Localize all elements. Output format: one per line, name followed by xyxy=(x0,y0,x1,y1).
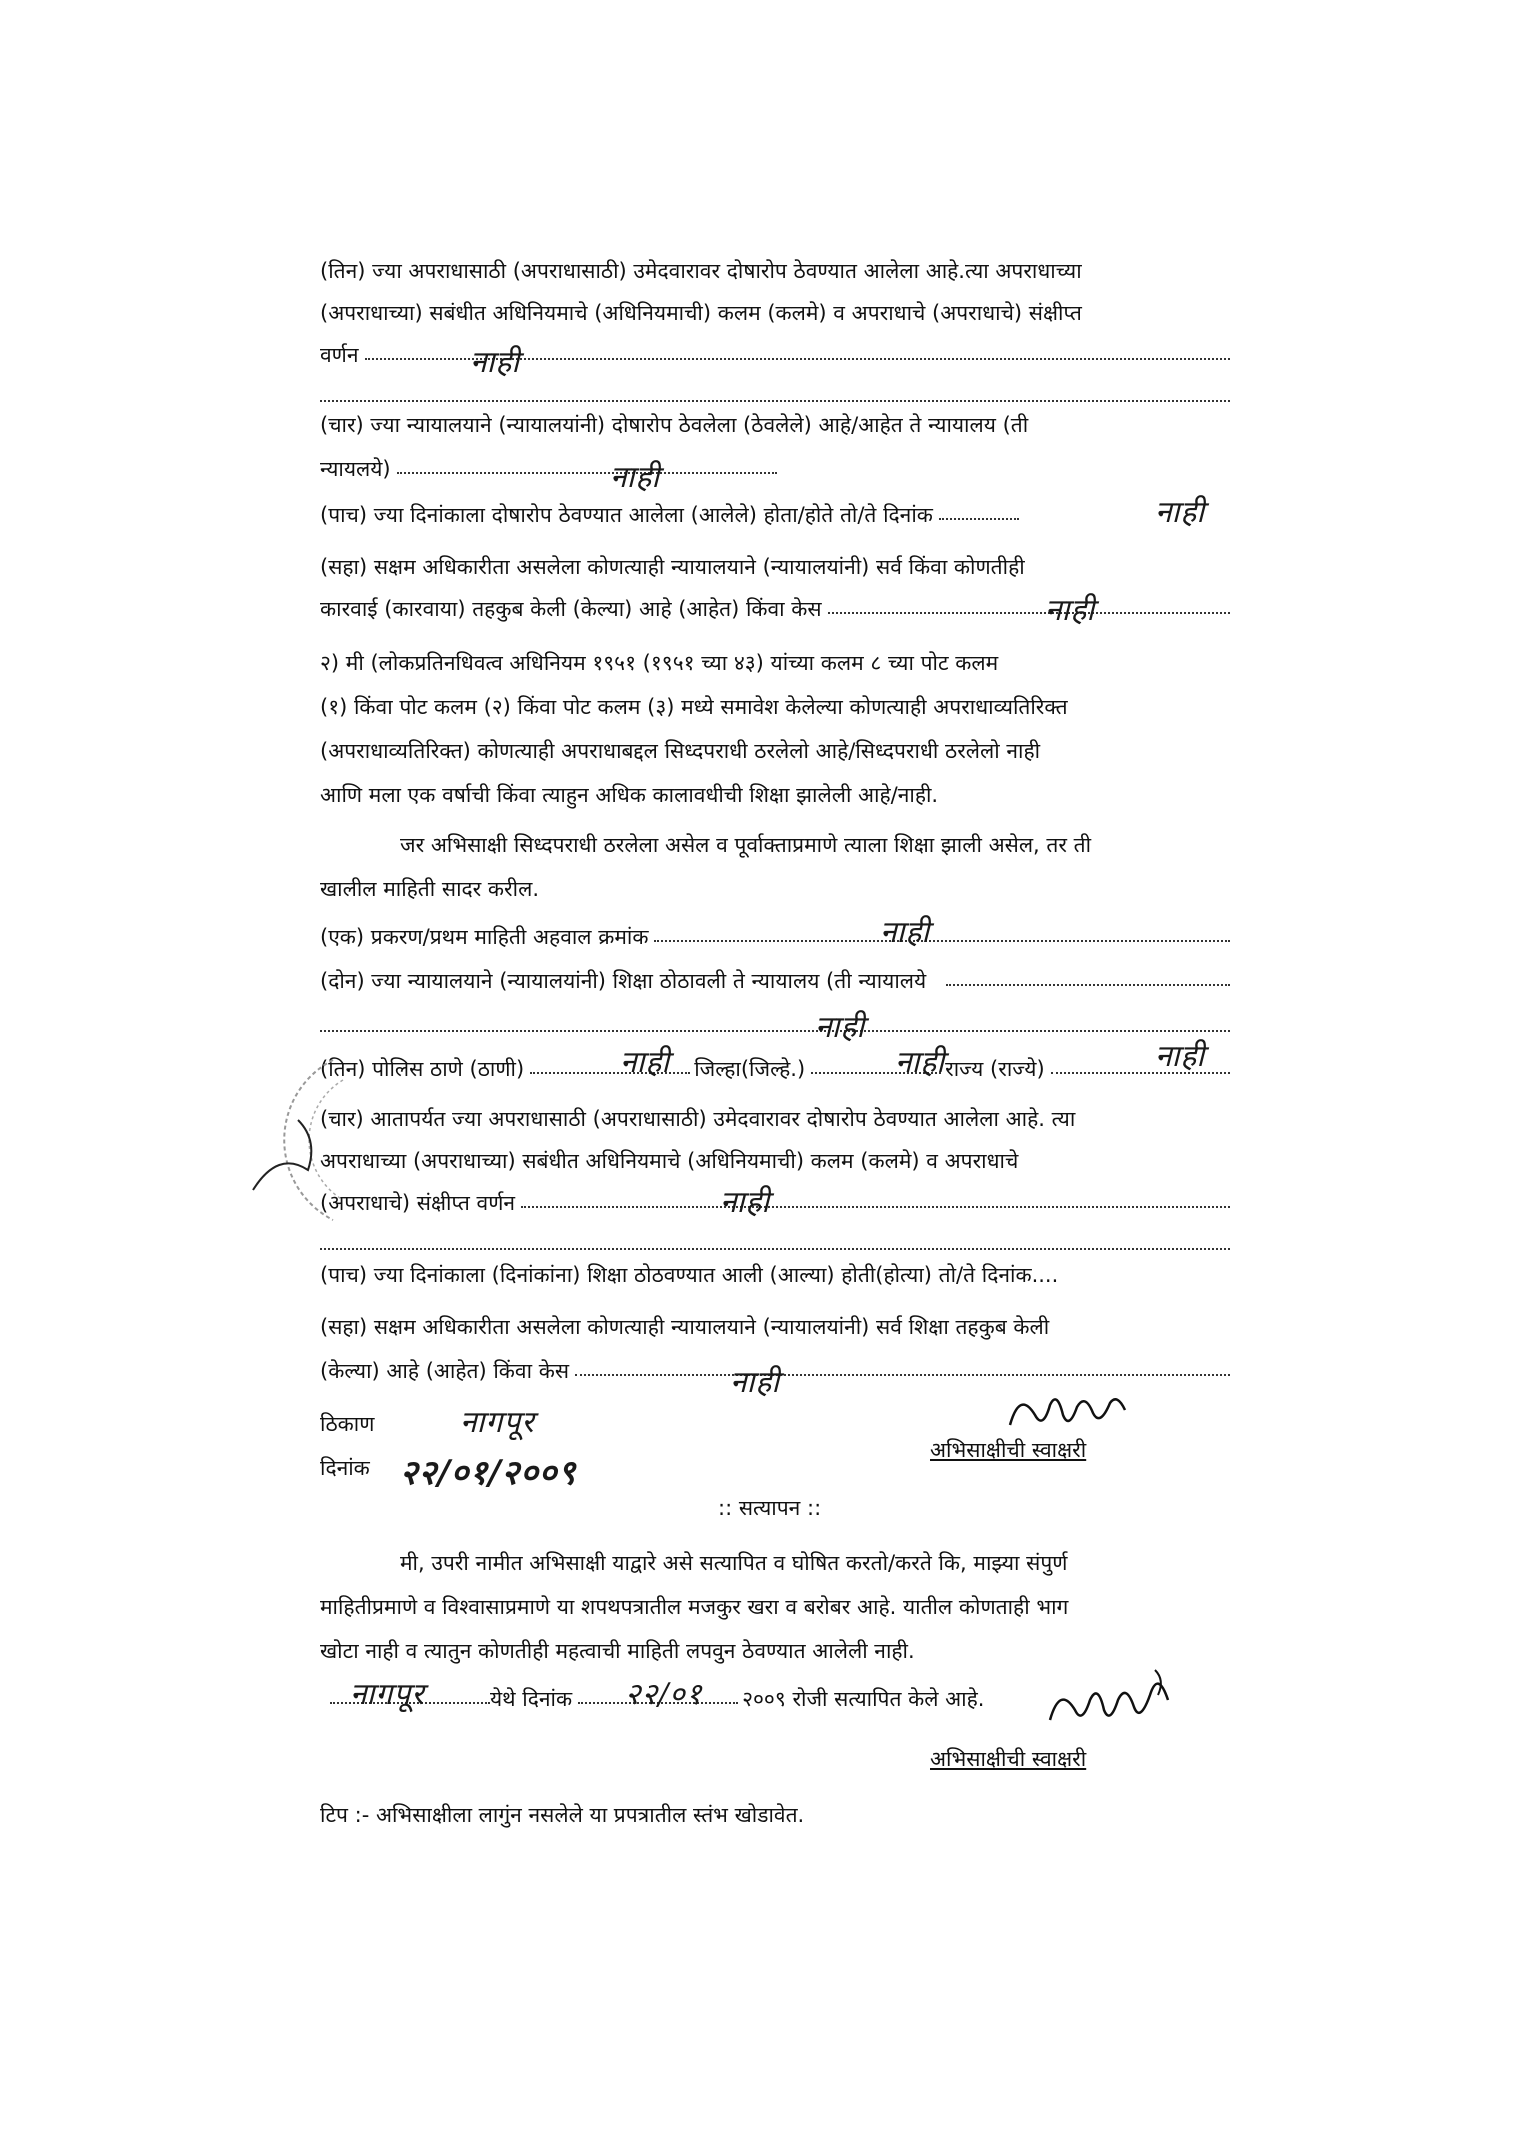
text-line: (सहा) सक्षम अधिकारीता असलेला कोणत्याही न्यायालयाने (न्यायालयांनी) सर्व शिक्षा तहकुब केली xyxy=(320,1315,1050,1339)
handwritten-nahi: नाही xyxy=(470,345,521,380)
date-label: दिनांक xyxy=(320,1456,370,1480)
signature-2 xyxy=(1040,1665,1180,1735)
handwritten-nahi: नाही xyxy=(880,915,931,950)
handwritten-place: नागपूर xyxy=(350,1677,425,1712)
footnote: टिप :- अभिसाक्षीला लागुंन नसलेले या प्रपत्रातील स्तंभ खोडावेत. xyxy=(320,1803,805,1827)
text-line: मी, उपरी नामीत अभिसाक्षी याद्वारे असे सत्यापित व घोषित करतो/करते कि, माझ्या संपुर्ण xyxy=(400,1551,1068,1575)
text-line: (पाच) ज्या दिनांकाला (दिनांकांना) शिक्षा ठोठवण्यात आली (आल्या) होती(होत्या) तो/ते दिनांक.... xyxy=(320,1263,1059,1287)
text-line: (दोन) ज्या न्यायालयाने (न्यायालयांनी) शिक्षा ठोठावली ते न्यायालय (ती न्यायालये xyxy=(320,966,1230,996)
text-line: जर अभिसाक्षी सिध्दपराधी ठरलेला असेल व पूर्वाक्ताप्रमाणे त्याला शिक्षा झाली असेल, तर ती xyxy=(400,833,1092,857)
text-line: २) मी (लोकप्रतिनधिवत्व अधिनियम १९५१ (१९५१ च्या ४३) यांच्या कलम ८ च्या पोट कलम xyxy=(320,651,999,675)
text-line: (अपराधाचे) संक्षीप्त वर्णन xyxy=(320,1188,1230,1218)
text-line: (एक) प्रकरण/प्रथम माहिती अहवाल क्रमांक xyxy=(320,922,1230,952)
verification-title: :: सत्यापन :: xyxy=(718,1496,822,1520)
handwritten-nahi: नाही xyxy=(1155,1039,1206,1074)
dotted-line xyxy=(320,1030,1230,1032)
place-label: ठिकाण xyxy=(320,1412,375,1436)
signature-1 xyxy=(1005,1385,1135,1435)
handwritten-nahi: नाही xyxy=(1045,593,1096,628)
handwritten-nahi: नाही xyxy=(895,1045,946,1080)
text-line: वर्णन xyxy=(320,340,1230,370)
handwritten-nahi: नाही xyxy=(815,1010,866,1045)
text-line: खोटा नाही व त्यातुन कोणतीही महत्वाची माहिती लपवुन ठेवण्यात आलेली नाही. xyxy=(320,1639,915,1663)
handwritten-nahi: नाही xyxy=(610,460,661,495)
handwritten-date: २२/०१/२००९ xyxy=(400,1453,577,1493)
text-line: (तिन) पोलिस ठाणे (ठाणी) जिल्हा(जिल्हे.) राज्य (राज्ये) xyxy=(320,1054,1230,1084)
deponent-signature-label: अभिसाक्षीची स्वाक्षरी xyxy=(930,1747,1087,1771)
text-line: (अपराधाव्यतिरिक्त) कोणत्याही अपराधाबद्दल सिध्दपराधी ठरलेलो आहे/सिध्दपराधी ठरलेलो नाही xyxy=(320,739,1041,763)
verification-place-date-line: येथे दिनांक २००९ रोजी सत्यापित केले आहे. xyxy=(330,1684,1240,1714)
text-line: खालील माहिती सादर करील. xyxy=(320,877,539,901)
text-line: (चार) ज्या न्यायालयाने (न्यायालयांनी) दोषारोप ठेवलेला (ठेवलेले) आहे/आहेत ते न्यायालय (ती xyxy=(320,413,1029,437)
text-line: (सहा) सक्षम अधिकारीता असलेला कोणत्याही न्यायालयाने (न्यायालयांनी) सर्व किंवा कोणतीही xyxy=(320,555,1025,579)
faded-stamp xyxy=(238,1050,348,1230)
dotted-line xyxy=(320,400,1230,402)
text-line: (१) किंवा पोट कलम (२) किंवा पोट कलम (३) मध्ये समावेश केलेल्या कोणत्याही अपराधाव्यतिरिक्त xyxy=(320,695,1068,719)
text-line: न्यायलये) xyxy=(320,454,1230,484)
text-line: (पाच) ज्या दिनांकाला दोषारोप ठेवण्यात आलेला (आलेले) होता/होते तो/ते दिनांक xyxy=(320,500,1230,530)
text-line: (अपराधाच्या) सबंधीत अधिनियमाचे (अधिनियमाची) कलम (कलमे) व अपराधाचे (अपराधाचे) संक्षीप्त xyxy=(320,301,1082,325)
handwritten-place: नागपूर xyxy=(460,1405,535,1440)
handwritten-nahi: नाही xyxy=(730,1365,781,1400)
dotted-line xyxy=(320,1248,1230,1250)
handwritten-nahi: नाही xyxy=(720,1185,771,1220)
text-line: (चार) आतापर्यत ज्या अपराधासाठी (अपराधासाठी) उमेदवारावर दोषारोप ठेवण्यात आलेला आहे. त्या xyxy=(320,1107,1076,1131)
text-line: (तिन) ज्या अपराधासाठी (अपराधासाठी) उमेदवारावर दोषारोप ठेवण्यात आलेला आहे.त्या अपराधाच्या xyxy=(320,259,1082,283)
handwritten-nahi: नाही xyxy=(620,1045,671,1080)
deponent-signature-label: अभिसाक्षीची स्वाक्षरी xyxy=(930,1438,1087,1462)
text-line: अपराधाच्या (अपराधाच्या) सबंधीत अधिनियमाचे (अधिनियमाची) कलम (कलमे) व अपराधाचे xyxy=(320,1149,1019,1173)
text-line: कारवाई (कारवाया) तहकुब केली (केल्या) आहे (आहेत) किंवा केस xyxy=(320,594,1230,624)
text-line: आणि मला एक वर्षाची किंवा त्याहुन अधिक कालावधीची शिक्षा झालेली आहे/नाही. xyxy=(320,783,939,807)
handwritten-nahi: नाही xyxy=(1155,495,1206,530)
text-line: माहितीप्रमाणे व विश्वासाप्रमाणे या शपथपत्रातील मजकुर खरा व बरोबर आहे. यातील कोणताही भाग xyxy=(320,1595,1069,1619)
text-line: (केल्या) आहे (आहेत) किंवा केस xyxy=(320,1356,1230,1386)
handwritten-date: २२/०१ xyxy=(625,1677,703,1712)
